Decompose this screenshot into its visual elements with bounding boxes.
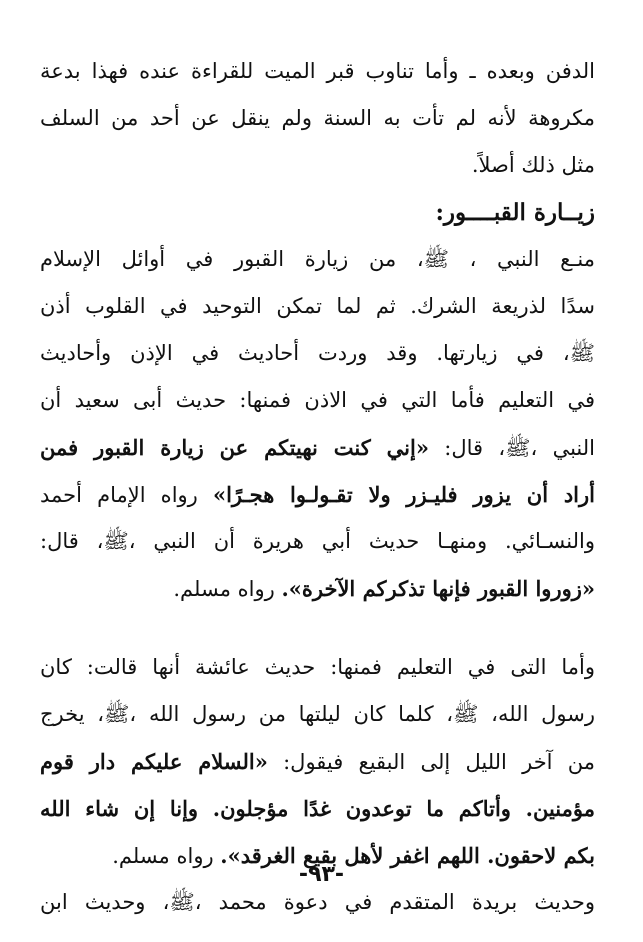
hadith-quote: «السلام عليكم دار قوم — [40, 749, 268, 774]
paragraph-gap — [40, 612, 595, 644]
paragraph-intro — [40, 48, 595, 189]
text-line — [40, 424, 595, 471]
text-line: سدًا لذريعة الشرك. ثم لما تمكن التوحيد في القلوب أذن — [40, 294, 595, 318]
text-line: رسول الله، ﷺ، كلما كان ليلتها من رسول الله ،ﷺ، يخرج — [40, 702, 595, 726]
text-segment: من آخر الليل إلى البقيع فيقول: — [283, 750, 595, 774]
text-line: مثل ذلك أصلاً. — [471, 153, 595, 177]
hadith-quote: بكم لاحقون. اللهم اغفر لأهل بقيع الغرقد». — [220, 843, 595, 868]
text-segment: رواه مسلم. — [112, 844, 214, 868]
paragraph-visiting-graves — [40, 236, 595, 612]
page-body — [40, 48, 595, 926]
hadith-quote: «زوروا القبور فإنها تذكركم الآخرة». — [281, 576, 595, 601]
section-heading: زيــارة القبــــور: — [435, 199, 595, 226]
text-line: الدفن وبعده ـ وأما تناوب قبر الميت للقراءة عنده فهذا بدعة — [40, 59, 595, 83]
hadith-quote-line: مؤمنين. وأتاكم ما توعدون غدًا مؤجلون. وإنا إن شاء الله — [40, 796, 595, 821]
text-line — [40, 565, 595, 612]
text-line — [40, 738, 595, 785]
text-line: وأما التى في التعليم فمنها: حديث عائشة أنها قالت: كان — [40, 655, 595, 679]
page-number: -٩٣- — [298, 862, 345, 887]
text-line: منـع النبي ، ﷺ، من زيارة القبور في أوائل الإسلام — [40, 247, 595, 271]
hadith-quote: «إني كنت نهيتكم عن زيارة القبور فمن — [40, 435, 429, 460]
text-line — [40, 471, 595, 518]
text-line: والنسـائي. ومنهـا حديث أبي هريرة أن النبي ،ﷺ، قال: — [40, 529, 595, 553]
text-line: ﷺ، في زيارتها. وقد وردت أحاديث في الإذن وأحاديث — [40, 341, 595, 365]
hadith-quote: أراد أن يزور فليـزر ولا تقـولـوا هجـرًا» — [212, 482, 595, 507]
text-segment: رواه الإمام أحمد — [40, 483, 198, 507]
text-line: وحديث بريدة المتقدم في دعوة محمد ،ﷺ، وحديث ابن — [40, 890, 595, 914]
text-line: مكروهة لأنه لم تأت به السنة ولم ينقل عن أحد من السلف — [40, 106, 595, 130]
text-line: في التعليم فأما التي في الاذن فمنها: حديث أبى سعيد أن — [40, 388, 595, 412]
text-segment: النبي ،ﷺ، قال: — [444, 436, 595, 460]
text-segment: رواه مسلم. — [173, 577, 275, 601]
